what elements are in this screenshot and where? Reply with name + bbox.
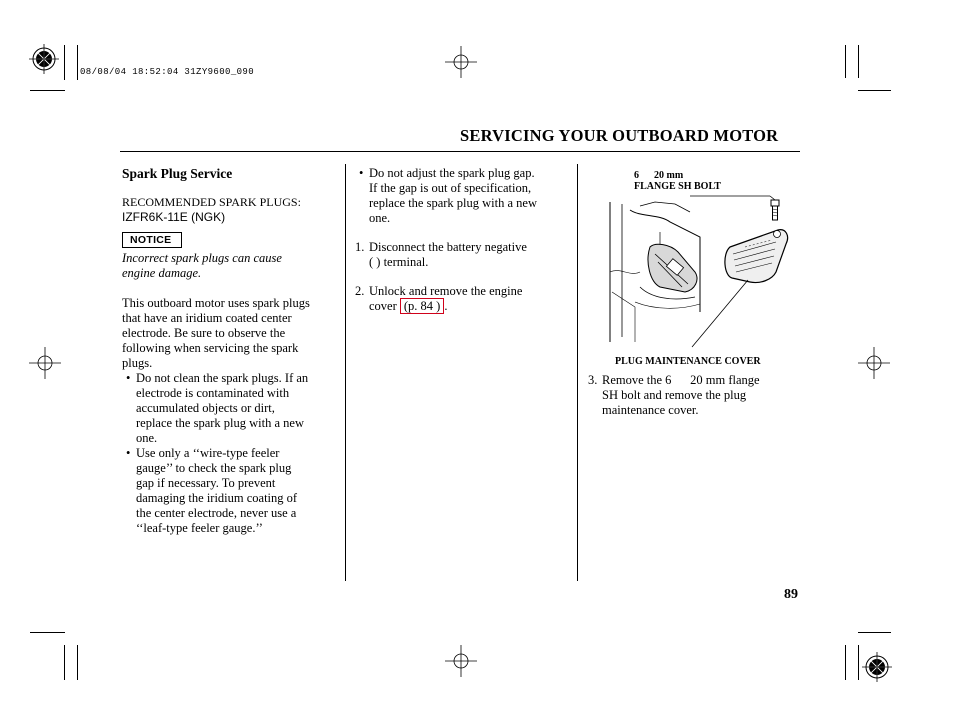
page-reference-link[interactable]: (p. 84 ): [400, 298, 444, 314]
section-heading: Spark Plug Service: [122, 166, 233, 181]
step-number: 1.: [355, 240, 365, 254]
figure-label-size: 6 20 mm: [634, 170, 684, 181]
registration-target-icon: [860, 650, 894, 684]
crosshair-mark-icon: [28, 346, 62, 380]
intro-paragraph: This outboard motor uses spark plugs that have an iridium coated center electrode. Be sure to observe the following when servicing the spark plugs.: [122, 296, 310, 370]
figure-label-bolt: FLANGE SH BOLT: [634, 181, 721, 192]
header-rule: [120, 151, 800, 152]
notice-text: Incorrect spark plugs can cause engine damage.: [122, 251, 282, 280]
figure-label-cover: PLUG MAINTENANCE COVER: [615, 356, 761, 367]
step-item: 1. Disconnect the battery negative ( ) terminal.: [355, 240, 527, 269]
bullet-icon: •: [126, 446, 131, 460]
list-item: • Do not clean the spark plugs. If an electrode is contaminated with accumulated objects or dirt, replace the spark plug with a new one.: [126, 371, 309, 445]
column-3-steps: [588, 373, 798, 418]
column-1: [122, 166, 342, 536]
list-item: • Do not adjust the spark plug gap. If the gap is out of specification, replace the spark plug with a new one.: [359, 166, 537, 225]
registration-target-icon: [27, 42, 61, 76]
bullet-icon: •: [126, 371, 131, 385]
list-item: • Use only a ‘‘wire-type feeler gauge’’ to check the spark plug gap if necessary. To prevent damaging the iridium coating of the center electrode, never use a ‘‘leaf-type feeler gauge.’’: [126, 446, 298, 535]
page-number: 89: [784, 587, 798, 602]
column-divider: [577, 164, 578, 581]
crosshair-mark-icon: [444, 644, 478, 678]
column-divider: [345, 164, 346, 581]
print-stamp: 08/08/04 18:52:04 31ZY9600_090: [80, 67, 255, 77]
section-title: SERVICING YOUR OUTBOARD MOTOR: [460, 126, 779, 145]
recommended-value: IZFR6K-11E (NGK): [122, 210, 226, 224]
maintenance-cover: [725, 230, 788, 283]
step-item: 3. Remove the 6 20 mm flange SH bolt and remove the plug maintenance cover.: [588, 373, 760, 417]
step-number: 2.: [355, 284, 365, 298]
bullet-icon: •: [359, 166, 364, 180]
step-item: 2. Unlock and remove the engine cover (p. 84 ) .: [355, 284, 523, 313]
step-number: 3.: [588, 373, 598, 387]
notice-label: NOTICE: [122, 232, 182, 248]
crosshair-mark-icon: [444, 45, 478, 79]
bolt-icon: [771, 200, 779, 220]
crosshair-mark-icon: [857, 346, 891, 380]
plug-cover-illustration: [600, 192, 800, 352]
recommended-label: RECOMMENDED SPARK PLUGS:: [122, 195, 301, 209]
column-2: [355, 166, 570, 314]
